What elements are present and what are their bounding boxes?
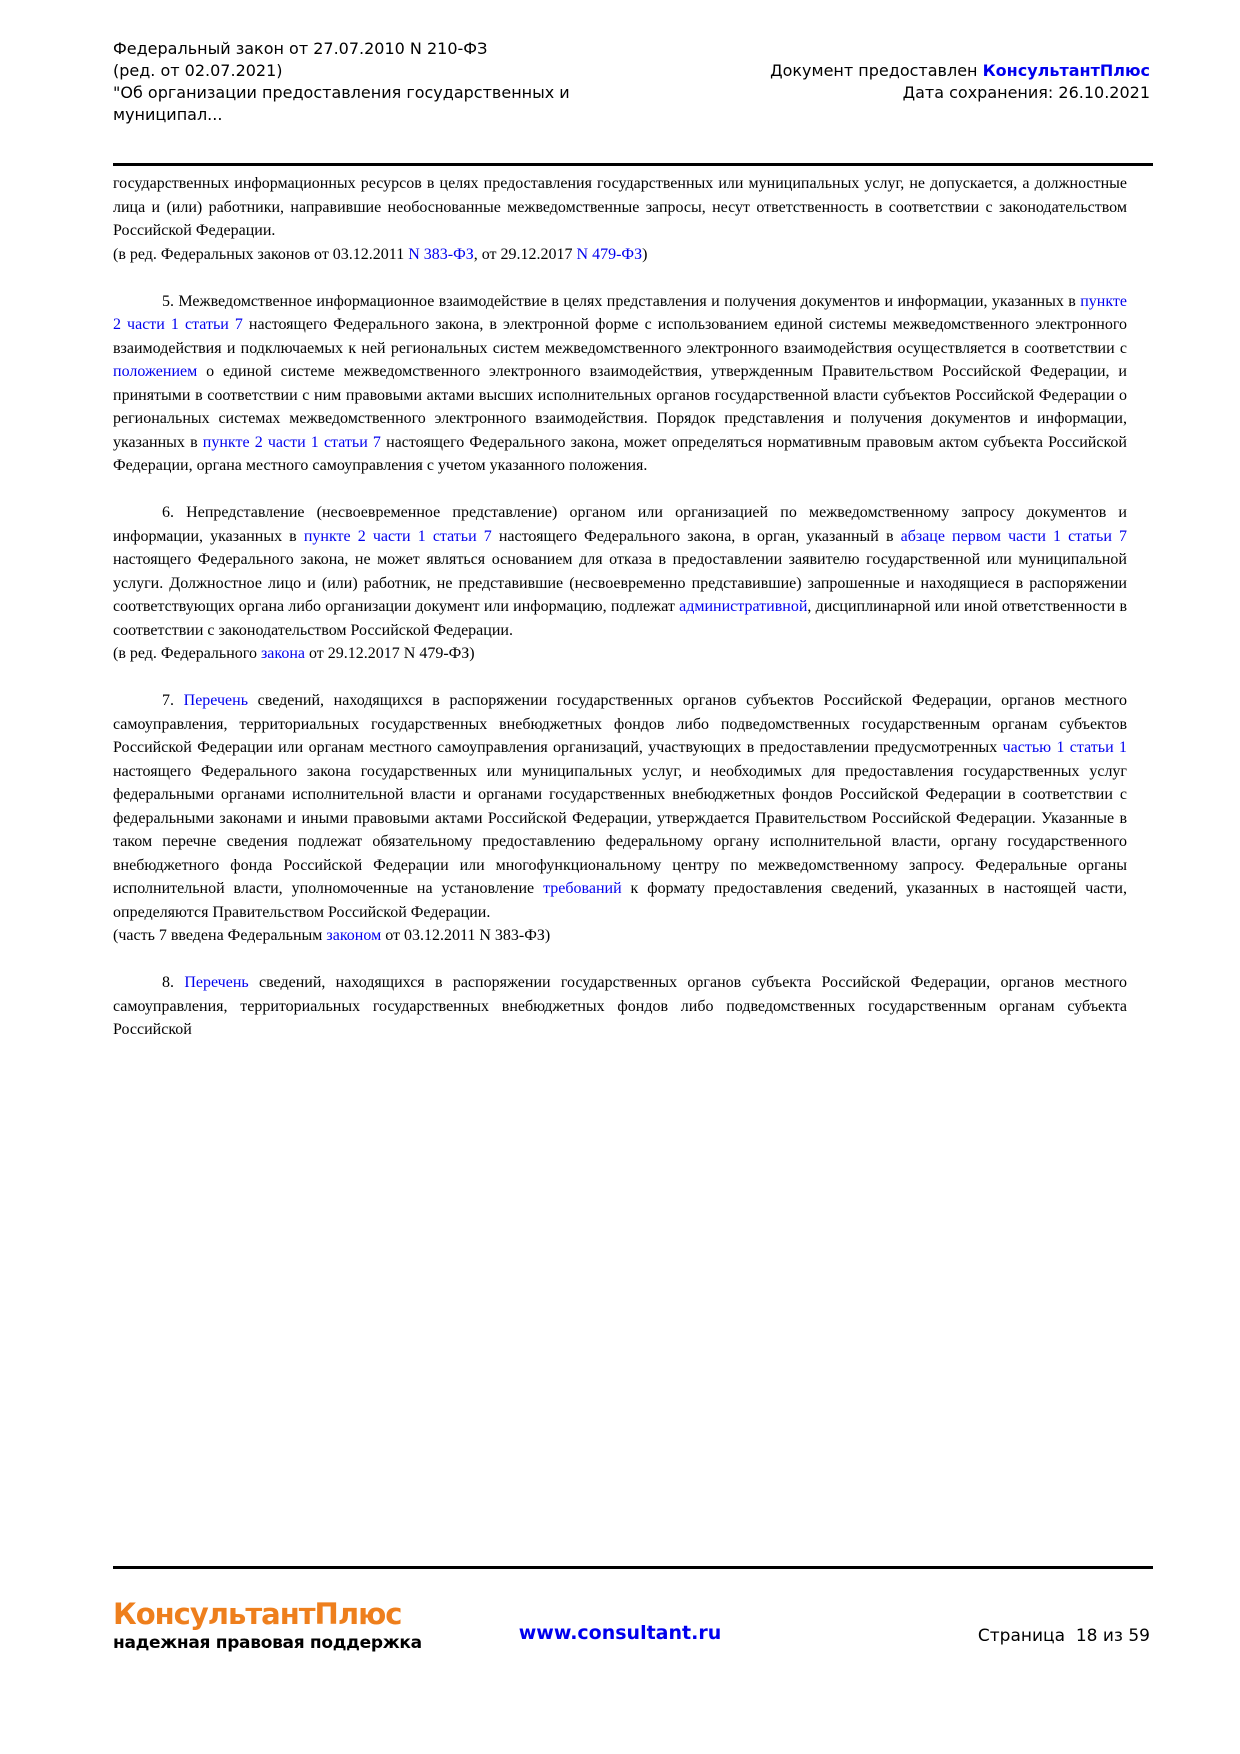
text-segment: 5. Межведомственное информационное взаимодействие в целях представления и получения документов и информации, указанных в bbox=[162, 292, 1081, 310]
text-segment: 8. bbox=[162, 974, 185, 991]
doc-reference-link[interactable]: требований bbox=[543, 880, 622, 897]
text-segment: (в ред. Федеральных законов от 03.12.2011 bbox=[113, 245, 409, 263]
doc-reference-link[interactable]: Перечень bbox=[184, 974, 249, 991]
doc-reference-link[interactable]: пункте 2 части 1 статьи 7 bbox=[113, 292, 1127, 333]
logo-tagline: надежная правовая поддержка bbox=[113, 1633, 422, 1653]
doc-title-line-3: "Об организации предоставления государственных и bbox=[113, 83, 570, 102]
text-segment: от 29.12.2017 N 479-ФЗ) bbox=[304, 645, 475, 662]
provider-brand-link[interactable]: КонсультантПлюс bbox=[982, 61, 1150, 80]
doc-reference-link[interactable]: административной bbox=[679, 598, 808, 615]
text-segment: 6. Непредставление (несвоевременное представление) органом или организацией по межведомственному запросу документов и информации, указанных в bbox=[113, 504, 1127, 545]
header-divider bbox=[113, 163, 1153, 166]
text-segment: настоящего Федерального закона, не может являться основанием для отказа в предоставлении заявителю государственной или муниципальной услуги. Должностное лицо и (или) работник, не представившие (несвоевременно представившие) запрошенные и находящиеся в распоряжении соответствующих органа либо организации документ или информацию, подлежат bbox=[113, 551, 1127, 615]
text-segment: , от 29.12.2017 bbox=[473, 245, 577, 263]
text-segment: сведений, находящихся в распоряжении государственных органов субъекта Российской Федерации, органов местного самоуправления, территориальных государственных внебюджетных фондов либо подведомственных государственным органам субъекта Российской bbox=[113, 974, 1127, 1038]
doc-title-line-4: муниципал... bbox=[113, 105, 223, 124]
document-title-block bbox=[113, 38, 570, 126]
body-paragraph bbox=[113, 971, 1127, 1042]
document-body bbox=[113, 172, 1127, 1042]
provider-block bbox=[770, 60, 1150, 126]
saved-date: Дата сохранения: 26.10.2021 bbox=[902, 83, 1150, 102]
doc-reference-link[interactable]: закона bbox=[260, 645, 305, 662]
body-paragraph bbox=[113, 501, 1127, 642]
text-segment: настоящего Федерального закона государственных или муниципальных услуг, и необходимых для предоставления государственных услуг федеральными органами исполнительной власти и органами государственных внебюджетных фондов Российской Федерации в соответствии с федеральными законами и иными правовыми актами Российской Федерации, утверждается Правительством Российской Федерации. Указанные в таком перечне сведения подлежат обязательному предоставлению федеральному органу исполнительной власти, органу государственного внебюджетного фонда Российской Федерации или многофункциональному центру по межведомственному запросу. Федеральные органы исполнительной власти, уполномоченные на установление bbox=[113, 762, 1127, 897]
provided-by-label: Документ предоставлен bbox=[770, 61, 983, 80]
text-segment: от 03.12.2011 N 383-ФЗ) bbox=[381, 927, 551, 944]
text-segment: настоящего Федерального закона, может определяться нормативным правовым актом субъекта Российской Федерации, органа местного самоуправления с учетом указанного положения. bbox=[113, 433, 1127, 474]
doc-reference-link[interactable]: N 383-ФЗ bbox=[408, 245, 474, 263]
doc-reference-link[interactable]: N 479-ФЗ bbox=[576, 245, 643, 263]
provided-by-line bbox=[770, 60, 1150, 82]
text-segment: настоящего Федерального закона, в орган, указанный в bbox=[491, 527, 901, 545]
page-number-label: Страница bbox=[977, 1626, 1066, 1646]
doc-reference-link[interactable]: законом bbox=[326, 927, 382, 944]
text-segment: государственных информационных ресурсов в целях предоставления государственных или муниципальных услуг, не допускается, а должностные лица и (или) работники, направившие необоснованные межведомственные запросы, несут ответственность в соответствии с законодательством Российской Федерации. bbox=[113, 175, 1127, 239]
doc-title-line-2: (ред. от 02.07.2021) bbox=[113, 61, 283, 80]
page-header bbox=[113, 38, 1150, 126]
text-segment: к формату предоставления сведений, указанных в настоящей части, определяются Правительством Российской Федерации. bbox=[113, 880, 1127, 921]
text-segment: , дисциплинарной или иной ответственности в соответствии с законодательством Российской Федерации. bbox=[113, 598, 1128, 639]
consultant-site-link[interactable]: www.consultant.ru bbox=[518, 1622, 722, 1644]
doc-reference-link[interactable]: абзаце первом части 1 статьи 7 bbox=[900, 527, 1128, 545]
amendment-note bbox=[113, 924, 1127, 948]
text-segment: о единой системе межведомственного электронного взаимодействия, утвержденным Правительством Российской Федерации, и принятыми в соответствии с ним правовыми актами высших исполнительных органов государственной власти субъектов Российской Федерации о региональных системах межведомственного электронного взаимодействия. Порядок представления и получения документов и информации, указанных в bbox=[113, 363, 1127, 451]
body-paragraph bbox=[113, 172, 1127, 243]
body-paragraph bbox=[113, 290, 1127, 478]
doc-reference-link[interactable]: положением bbox=[113, 363, 198, 380]
doc-reference-link[interactable]: пункте 2 части 1 статьи 7 bbox=[202, 433, 381, 451]
text-segment: (в ред. Федерального bbox=[113, 645, 261, 662]
text-segment: 7. bbox=[162, 692, 184, 709]
doc-title-line-1: Федеральный закон от 27.07.2010 N 210-ФЗ bbox=[113, 39, 488, 58]
text-segment: ) bbox=[642, 245, 648, 263]
doc-reference-link[interactable]: Перечень bbox=[183, 692, 249, 709]
page-number-value: 18 из 59 bbox=[1075, 1626, 1150, 1646]
body-paragraph bbox=[113, 689, 1127, 924]
doc-reference-link[interactable]: пункте 2 части 1 статьи 7 bbox=[303, 527, 492, 545]
amendment-note bbox=[113, 642, 1127, 666]
page-number bbox=[978, 1626, 1150, 1646]
logo-title: КонсультантПлюс bbox=[113, 1597, 402, 1631]
text-segment: сведений, находящихся в распоряжении государственных органов субъектов Российской Федерации, органов местного самоуправления, территориальных государственных внебюджетных фондов либо подведомственных государственным органам субъектов Российской Федерации или органам местного самоуправления организаций, участвующих в предоставлении предусмотренных bbox=[113, 692, 1127, 756]
footer-divider bbox=[113, 1566, 1153, 1569]
amendment-note bbox=[113, 243, 1127, 267]
text-segment: (часть 7 введена Федеральным bbox=[113, 927, 327, 944]
doc-reference-link[interactable]: частью 1 статьи 1 bbox=[1002, 739, 1127, 756]
text-segment: настоящего Федерального закона, в электронной форме с использованием единой системы межведомственного электронного взаимодействия и подключаемых к ней региональных систем межведомственного электронного взаимодействия осуществляется в соответствии с bbox=[113, 316, 1127, 357]
